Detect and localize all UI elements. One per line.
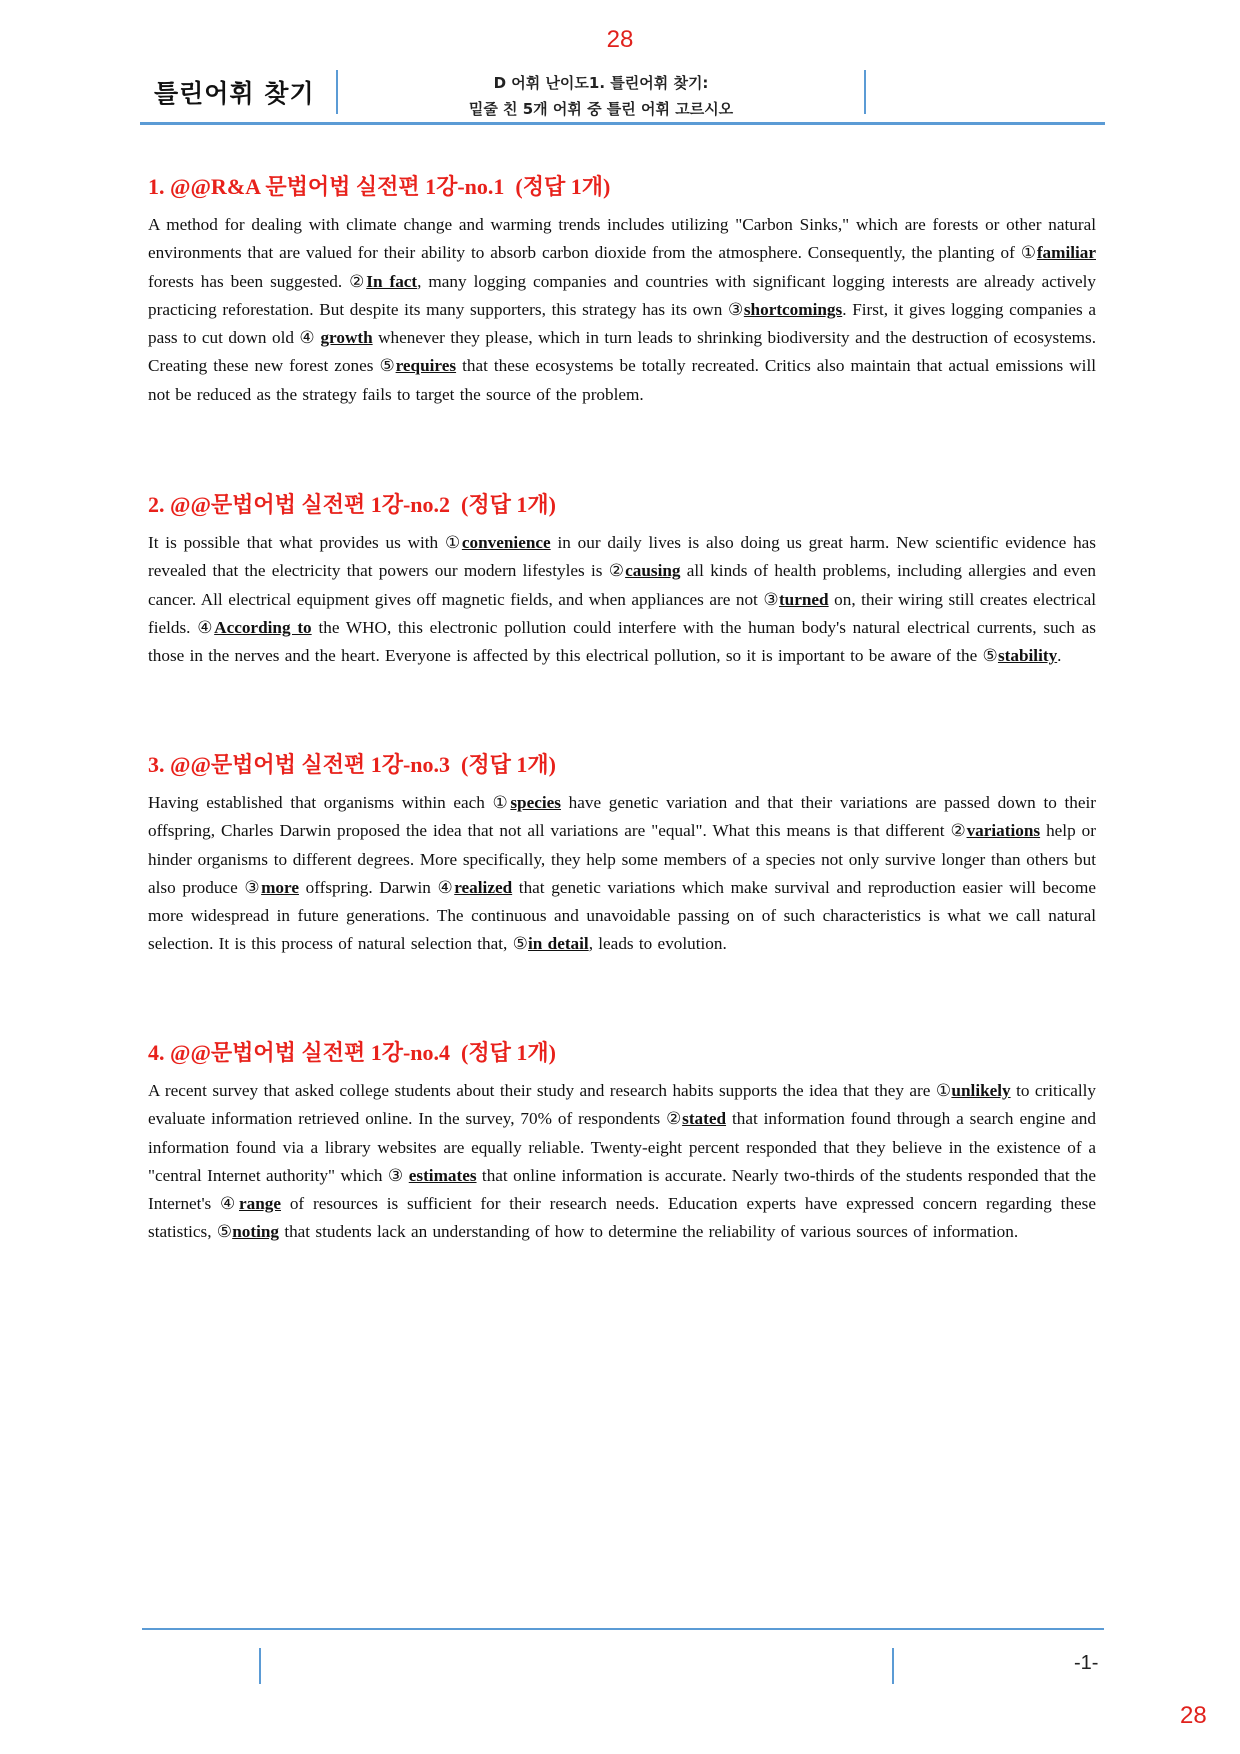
passage-text: that these ecosystems be totally recreated. Critics also maintain that actual emissions will not be reduced as the strategy fails to target the source of the problem. xyxy=(148,356,1096,404)
page-number-top: 28 xyxy=(606,26,634,53)
passage-text: , many logging companies and countries with significant logging interests are already actively practicing reforestation. But despite its many supporters, this strategy has its own ③ xyxy=(148,271,1096,319)
page-header xyxy=(140,66,1104,126)
passage-text: that genetic variations which make survival and reproduction easier will become more widespread in future generations. The continuous and unavoidable passing on of such characteristics is what we call natural selection. It is this process of natural selection that, ⑤ xyxy=(148,877,1096,954)
passage-text: that information found through a search engine and information found via a library websites are equally reliable. Twenty-eight percent responded that they believe in the existence of a "central Internet authority" which ③ xyxy=(148,1109,1096,1185)
question-2 xyxy=(148,488,1096,670)
question-4 xyxy=(148,1036,1096,1247)
passage-text: , leads to evolution. xyxy=(588,934,727,954)
underlined-vocab-word: causing xyxy=(625,561,681,581)
passage-text: the WHO, this electronic pollution could interfere with the human body's natural electrical currents, such as those in the nerves and the heart. Everyone is affected by this electrical pollution, so it is important to be aware of the ⑤ xyxy=(148,617,1096,666)
underlined-vocab-word: more xyxy=(261,877,299,897)
footer-page-label: -1- xyxy=(1074,1652,1099,1674)
page-number-bottom: 28 xyxy=(1180,1702,1207,1729)
passage-text: have genetic variation and that their variations are passed down to their offspring, Charles Darwin proposed the idea that not all variations are "equal". What this means is that different ② xyxy=(148,793,1096,841)
header-subtitle xyxy=(340,70,862,122)
passage-text: offspring. Darwin ④ xyxy=(298,877,455,897)
underlined-vocab-word: turned xyxy=(778,589,829,609)
header-divider-left xyxy=(336,70,338,114)
underlined-vocab-word: noting xyxy=(232,1222,280,1242)
passage-text: in our daily lives is also doing us great harm. New scientific evidence has revealed that the electricity that powers our modern lifestyles is ② xyxy=(148,533,1096,581)
footer-rule xyxy=(142,1628,1104,1630)
passage-text: forests has been suggested. ② xyxy=(148,271,367,291)
question-passage xyxy=(148,789,1096,959)
passage-text: all kinds of health problems, including allergies and even cancer. All electrical equipment gives off magnetic fields, and when appliances are not ③ xyxy=(148,561,1097,609)
question-passage xyxy=(148,211,1096,409)
passage-text: A recent survey that asked college students about their study and research habits supports the idea that they are ① xyxy=(148,1081,952,1100)
underlined-vocab-word: variations xyxy=(966,821,1041,841)
underlined-vocab-word: range xyxy=(239,1194,282,1214)
underlined-vocab-word: requires xyxy=(395,356,457,376)
underlined-vocab-word: growth xyxy=(320,328,373,348)
header-title: 틀린어휘 찾기 xyxy=(154,79,315,108)
question-title: 2. @@문법어법 실전편 1강-no.2 (정답 1개) xyxy=(148,492,556,517)
question-passage xyxy=(148,529,1096,670)
passage-text: help or hinder organisms to different degrees. More specifically, they help some members of a species not only survive longer than others but also produce ③ xyxy=(148,821,1096,897)
passage-text: whenever they please, which in turn leads to shrinking biodiversity and the destruction of ecosystems. Creating these new forest zones ⑤ xyxy=(148,328,1096,376)
underlined-vocab-word: According to xyxy=(214,617,312,637)
header-divider-right xyxy=(864,70,866,114)
passage-text: . xyxy=(1057,646,1062,666)
underlined-vocab-word: estimates xyxy=(408,1165,477,1185)
passage-text: that students lack an understanding of how to determine the reliability of various sources of information. xyxy=(279,1222,1019,1242)
underlined-vocab-word: In fact xyxy=(366,271,418,291)
header-subtitle-line1: D 어휘 난이도1. 틀린어휘 찾기: xyxy=(493,74,709,92)
passage-text: to critically evaluate information retrieved online. In the survey, 70% of respondents ② xyxy=(148,1081,1096,1129)
passage-text: that online information is accurate. Nearly two-thirds of the students responded that the Internet's ④ xyxy=(148,1165,1096,1214)
passage-text: It is possible that what provides us with ① xyxy=(148,533,462,552)
footer-divider-right xyxy=(892,1648,894,1684)
footer-divider-left xyxy=(259,1648,261,1684)
passage-text: Having established that organisms within each ① xyxy=(148,793,511,812)
passage-text: of resources is sufficient for their research needs. Education experts have expressed concern regarding these statistics, ⑤ xyxy=(148,1194,1096,1242)
header-rule xyxy=(140,122,1105,125)
question-3 xyxy=(148,748,1096,959)
passage-text: . First, it gives logging companies a pass to cut down old ④ xyxy=(148,299,1096,348)
underlined-vocab-word: unlikely xyxy=(951,1081,1011,1100)
underlined-vocab-word: in detail xyxy=(528,934,589,954)
underlined-vocab-word: familiar xyxy=(1036,243,1096,263)
underlined-vocab-word: convenience xyxy=(461,533,551,552)
question-1 xyxy=(148,170,1096,409)
question-title: 3. @@문법어법 실전편 1강-no.3 (정답 1개) xyxy=(148,752,556,777)
question-title: 1. @@R&A 문법어법 실전편 1강-no.1 (정답 1개) xyxy=(148,174,611,199)
underlined-vocab-word: species xyxy=(510,793,561,812)
passage-text: on, their wiring still creates electrical fields. ④ xyxy=(148,589,1096,637)
question-passage xyxy=(148,1077,1096,1247)
underlined-vocab-word: stability xyxy=(997,646,1058,666)
underlined-vocab-word: realized xyxy=(454,877,513,897)
underlined-vocab-word: stated xyxy=(682,1109,727,1129)
passage-text: A method for dealing with climate change and warming trends includes utilizing "Carbon Sinks," which are forests or other natural environments that are valued for their ability to absorb carbon dioxide from the atmosphere. Consequently, the planting of ① xyxy=(148,215,1096,263)
underlined-vocab-word: shortcomings xyxy=(743,299,843,319)
header-subtitle-line2: 밑줄 친 5개 어휘 중 틀린 어휘 고르시오 xyxy=(468,100,734,118)
question-title: 4. @@문법어법 실전편 1강-no.4 (정답 1개) xyxy=(148,1040,556,1065)
